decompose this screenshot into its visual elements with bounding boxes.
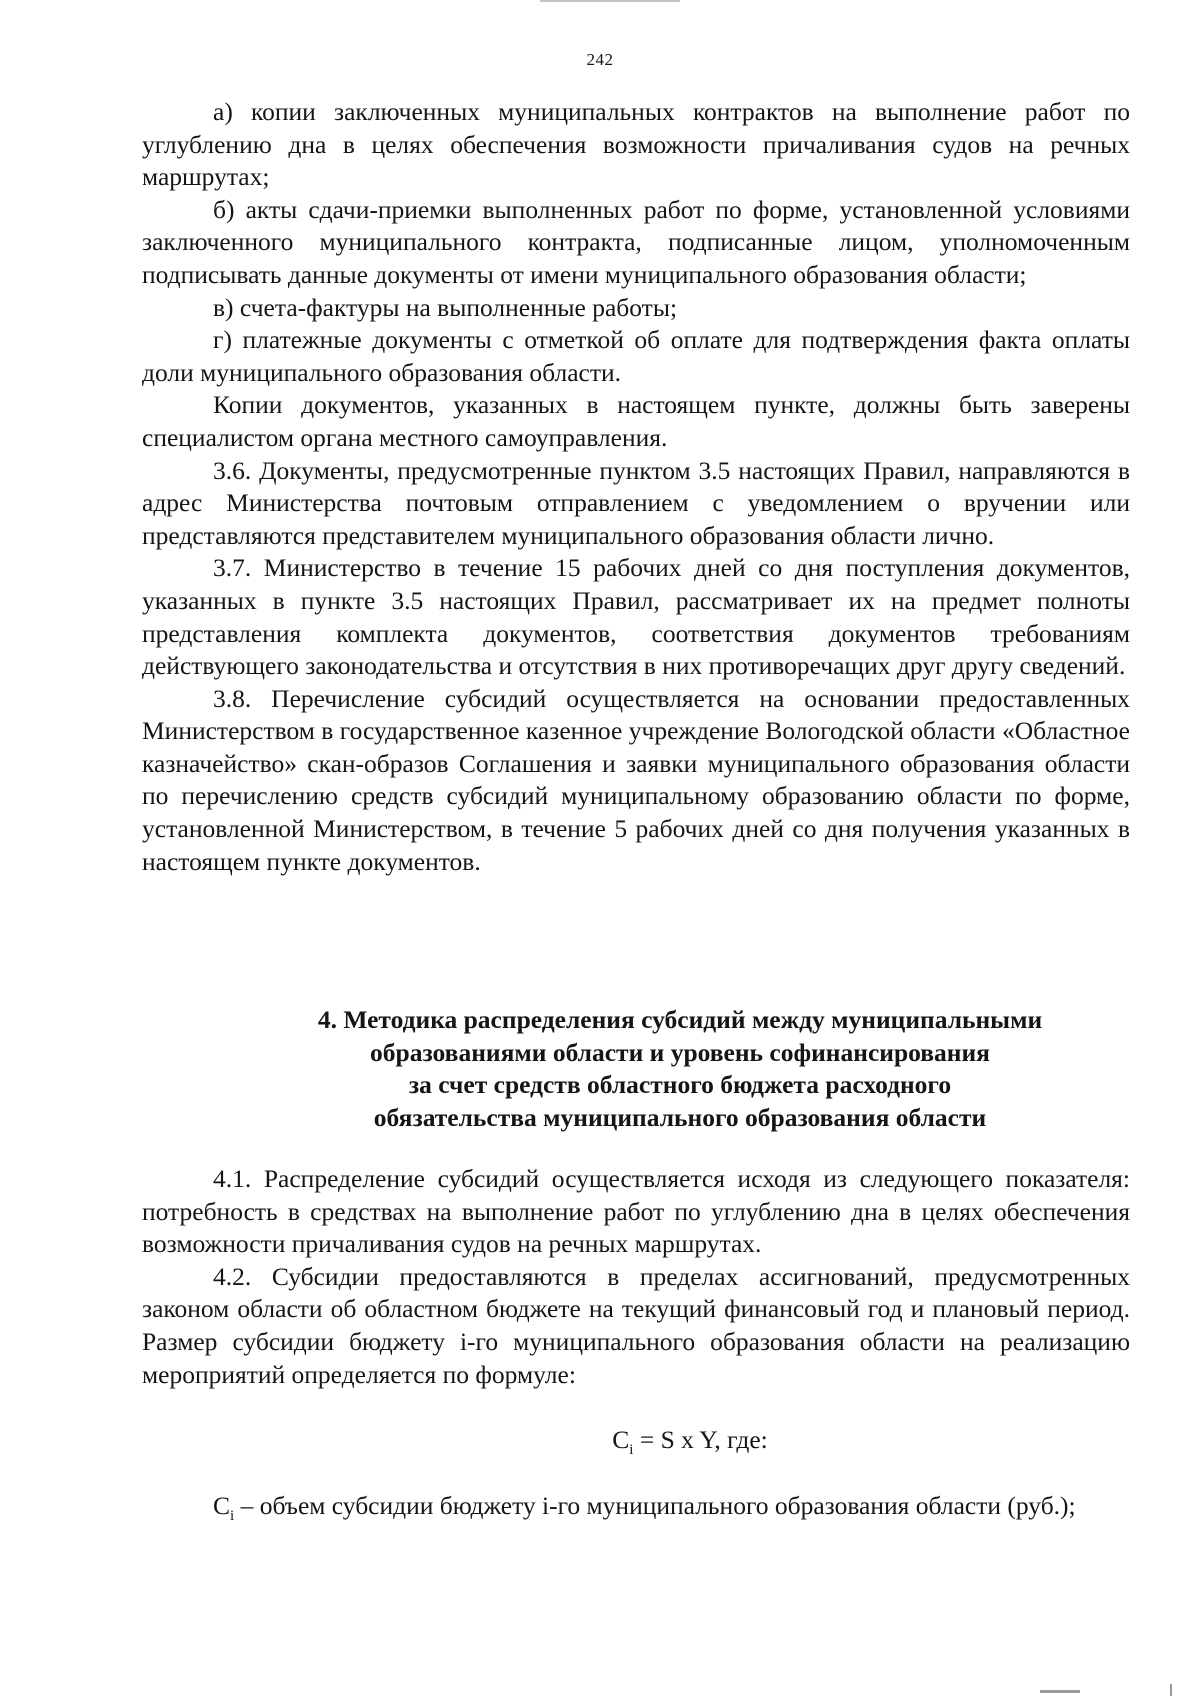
paragraph-b: б) акты сдачи-приемки выполненных работ по форме, установленной условиями заключенного муниципального контракта, подписанные лицом, уполномоченным подписывать данные документы от имени муниципального образования области; xyxy=(142,194,1130,289)
paragraph-3-7: 3.7. Министерство в течение 15 рабочих дней со дня поступления документов, указанных в пункте 3.5 настоящих Правил, рассматривает их на предмет полноты представления комплекта документов, соответствия документов требованиям действующего законодательства и отсутствия в них противоречащих друг другу сведений. xyxy=(142,553,1130,681)
section4-text xyxy=(142,1163,1130,1391)
paragraph-3-8: 3.8. Перечисление субсидий осуществляется на основании предоставленных Министерством в государственное казенное учреждение Вологодской области «Областное казначейство» скан-образов Соглашения и заявки муниципального образования области по перечислению средств субсидий муниципальному образованию области по форме, установленной Министерством, в течение 5 рабочих дней со дня получения указанных в настоящем пункте документов. xyxy=(142,683,1130,876)
heading-line: образованиями области и уровень софинансирования xyxy=(370,1037,990,1067)
paragraph-copies: Копии документов, указанных в настоящем пункте, должны быть заверены специалистом органа местного самоуправления. xyxy=(142,390,1130,452)
definition-text: – объем субсидии бюджету i-го муниципального образования области (руб.); xyxy=(234,1491,1076,1520)
paragraph-v: в) счета-фактуры на выполненные работы; xyxy=(213,292,678,322)
scan-artifact xyxy=(1170,1684,1172,1696)
formula-rhs: = S x Y, где: xyxy=(633,1425,768,1454)
formula-lhs: C xyxy=(612,1425,630,1454)
scan-artifact xyxy=(1040,1690,1080,1693)
heading-line: за счет средств областного бюджета расходного xyxy=(408,1070,952,1100)
paragraph-3-6: 3.6. Документы, предусмотренные пунктом 3.5 настоящих Правил, направляются в адрес Министерства почтовым отправлением с уведомлением о вручении или представляются представителем муниципального образования области лично. xyxy=(142,455,1130,550)
section4-heading xyxy=(160,1004,1200,1134)
scan-artifact xyxy=(540,0,680,2)
heading-line: 4. Методика распределения субсидий между муниципальными xyxy=(317,1005,1043,1034)
heading-line: обязательства муниципального образования области xyxy=(373,1102,987,1132)
section3-text xyxy=(142,96,1130,878)
paragraph-a: а) копии заключенных муниципальных контрактов на выполнение работ по углублению дна в целях обеспечения возможности причаливания судов на речных маршрутах; xyxy=(142,97,1130,192)
definition-ci xyxy=(142,1490,1130,1533)
paragraph-4-2: 4.2. Субсидии предоставляются в пределах ассигнований, предусмотренных законом области об областном бюджете на текущий финансовый год и плановый период. Размер субсидии бюджету i-го муниципального образования области на реализацию мероприятий определяется по формуле: xyxy=(142,1261,1130,1389)
paragraph-g: г) платежные документы с отметкой об оплате для подтверждения факта оплаты доли муниципального образования области. xyxy=(142,325,1130,387)
formula-lhs-subscript: i xyxy=(629,1442,634,1459)
definition-symbol: C xyxy=(213,1491,231,1520)
page-number: 242 xyxy=(586,50,614,69)
subsidy-formula xyxy=(0,1425,1200,1459)
definition-subscript: i xyxy=(230,1508,235,1525)
paragraph-4-1: 4.1. Распределение субсидий осуществляется исходя из следующего показателя: потребность в средствах на выполнение работ по углублению дна в целях обеспечения возможности причаливания судов на речных маршрутах. xyxy=(142,1164,1130,1259)
